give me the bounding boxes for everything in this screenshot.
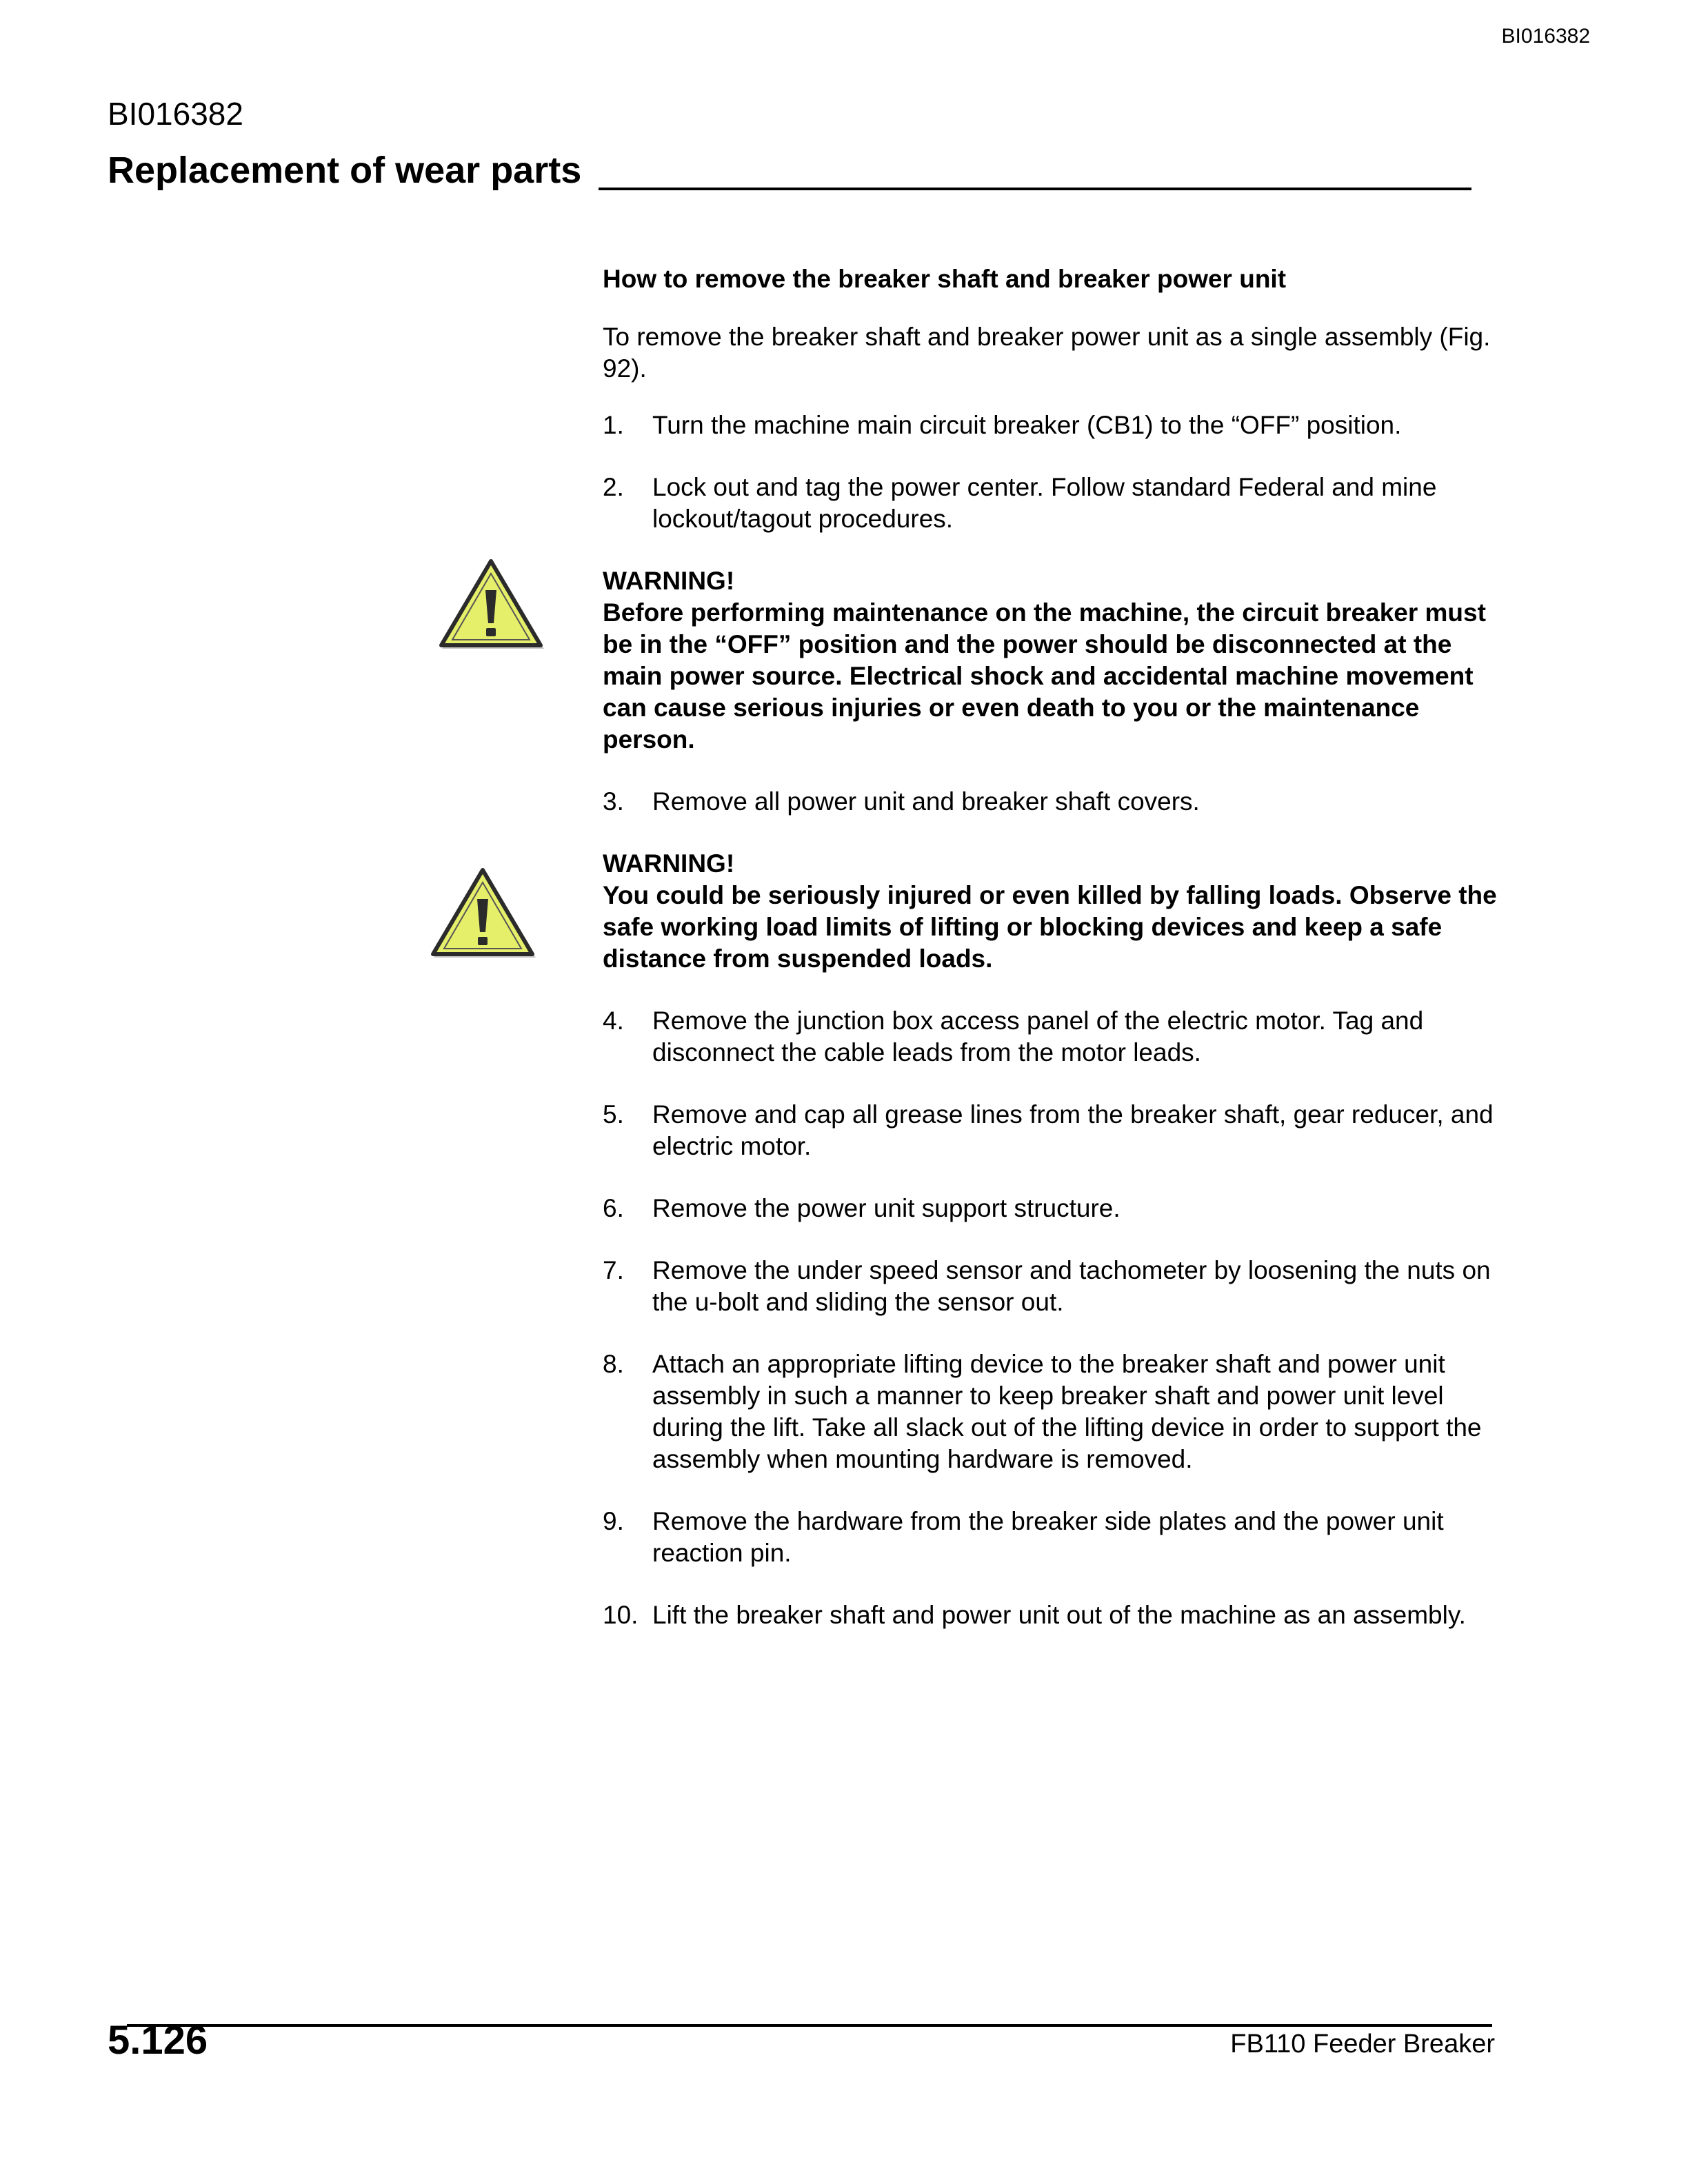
step-item <box>603 472 1499 535</box>
step-text: Attach an appropriate lifting device to the breaker shaft and power unit assembly in such a manner to keep breaker shaft and power unit level during the lift. Take all slack out of the lifting device in order to support the assembly when mounting hardware is removed. <box>652 1350 1482 1473</box>
step-text: Remove the junction box access panel of the electric motor. Tag and disconnect the cable leads from the motor leads. <box>652 1007 1424 1066</box>
step-number: 6. <box>603 1194 624 1222</box>
title-rule <box>599 188 1471 190</box>
step-number: 10. <box>603 1601 639 1629</box>
step-text: Turn the machine main circuit breaker (CB1) to the “OFF” position. <box>652 411 1402 439</box>
procedure-subheading: How to remove the breaker shaft and breaker power unit <box>603 265 1287 293</box>
step-text: Remove and cap all grease lines from the breaker shaft, gear reducer, and electric motor. <box>652 1100 1494 1160</box>
step-item <box>603 786 1499 818</box>
step-item <box>603 1099 1499 1162</box>
step-number: 4. <box>603 1007 624 1035</box>
step-item <box>603 1348 1499 1475</box>
step-number: 2. <box>603 473 624 501</box>
step-number: 3. <box>603 787 624 816</box>
procedure-intro: To remove the breaker shaft and breaker power unit as a single assembly (Fig. 92). <box>603 323 1491 383</box>
step-number: 5. <box>603 1100 624 1129</box>
footer-rule <box>127 2024 1492 2027</box>
step-number: 8. <box>603 1350 624 1378</box>
step-text: Remove the power unit support structure. <box>652 1194 1121 1222</box>
procedure-content <box>603 263 1499 1661</box>
section-title: Replacement of wear parts <box>108 150 582 191</box>
warning-text: Before performing maintenance on the machine, the circuit breaker must be in the “OFF” position and the power should be disconnected at the main power source. Electrical shock and accidental machine movement can cause serious injuries or even death to you or the maintenance person. <box>603 598 1486 754</box>
step-item <box>603 1506 1499 1569</box>
warning-title: WARNING! <box>603 567 735 595</box>
step-item <box>603 1599 1499 1631</box>
step-item <box>603 410 1499 441</box>
doc-id: BI016382 <box>108 96 243 132</box>
page-number: 5.126 <box>108 2018 208 2063</box>
step-item <box>603 1255 1499 1318</box>
warning-triangle-icon <box>428 866 538 960</box>
footer-product-name: FB110 Feeder Breaker <box>1230 2030 1495 2059</box>
warning-block <box>603 565 1499 756</box>
step-number: 9. <box>603 1507 624 1535</box>
step-number: 1. <box>603 411 624 439</box>
step-text: Remove all power unit and breaker shaft covers. <box>652 787 1200 816</box>
doc-id-top: BI016382 <box>1501 25 1590 48</box>
step-text: Remove the under speed sensor and tachometer by loosening the nuts on the u-bolt and sliding the sensor out. <box>652 1256 1491 1316</box>
step-item <box>603 1193 1499 1224</box>
warning-triangle-icon <box>436 557 546 651</box>
step-text: Lift the breaker shaft and power unit out of the machine as an assembly. <box>652 1601 1466 1629</box>
warning-block <box>603 848 1499 975</box>
step-item <box>603 1005 1499 1069</box>
step-text: Remove the hardware from the breaker side plates and the power unit reaction pin. <box>652 1507 1444 1567</box>
step-text: Lock out and tag the power center. Follow standard Federal and mine lockout/tagout procedures. <box>652 473 1437 533</box>
section-header <box>108 142 1471 197</box>
warning-title: WARNING! <box>603 849 735 878</box>
warning-text: You could be seriously injured or even killed by falling loads. Observe the safe working load limits of lifting or blocking devices and keep a safe distance from suspended loads. <box>603 881 1497 973</box>
step-number: 7. <box>603 1256 624 1284</box>
